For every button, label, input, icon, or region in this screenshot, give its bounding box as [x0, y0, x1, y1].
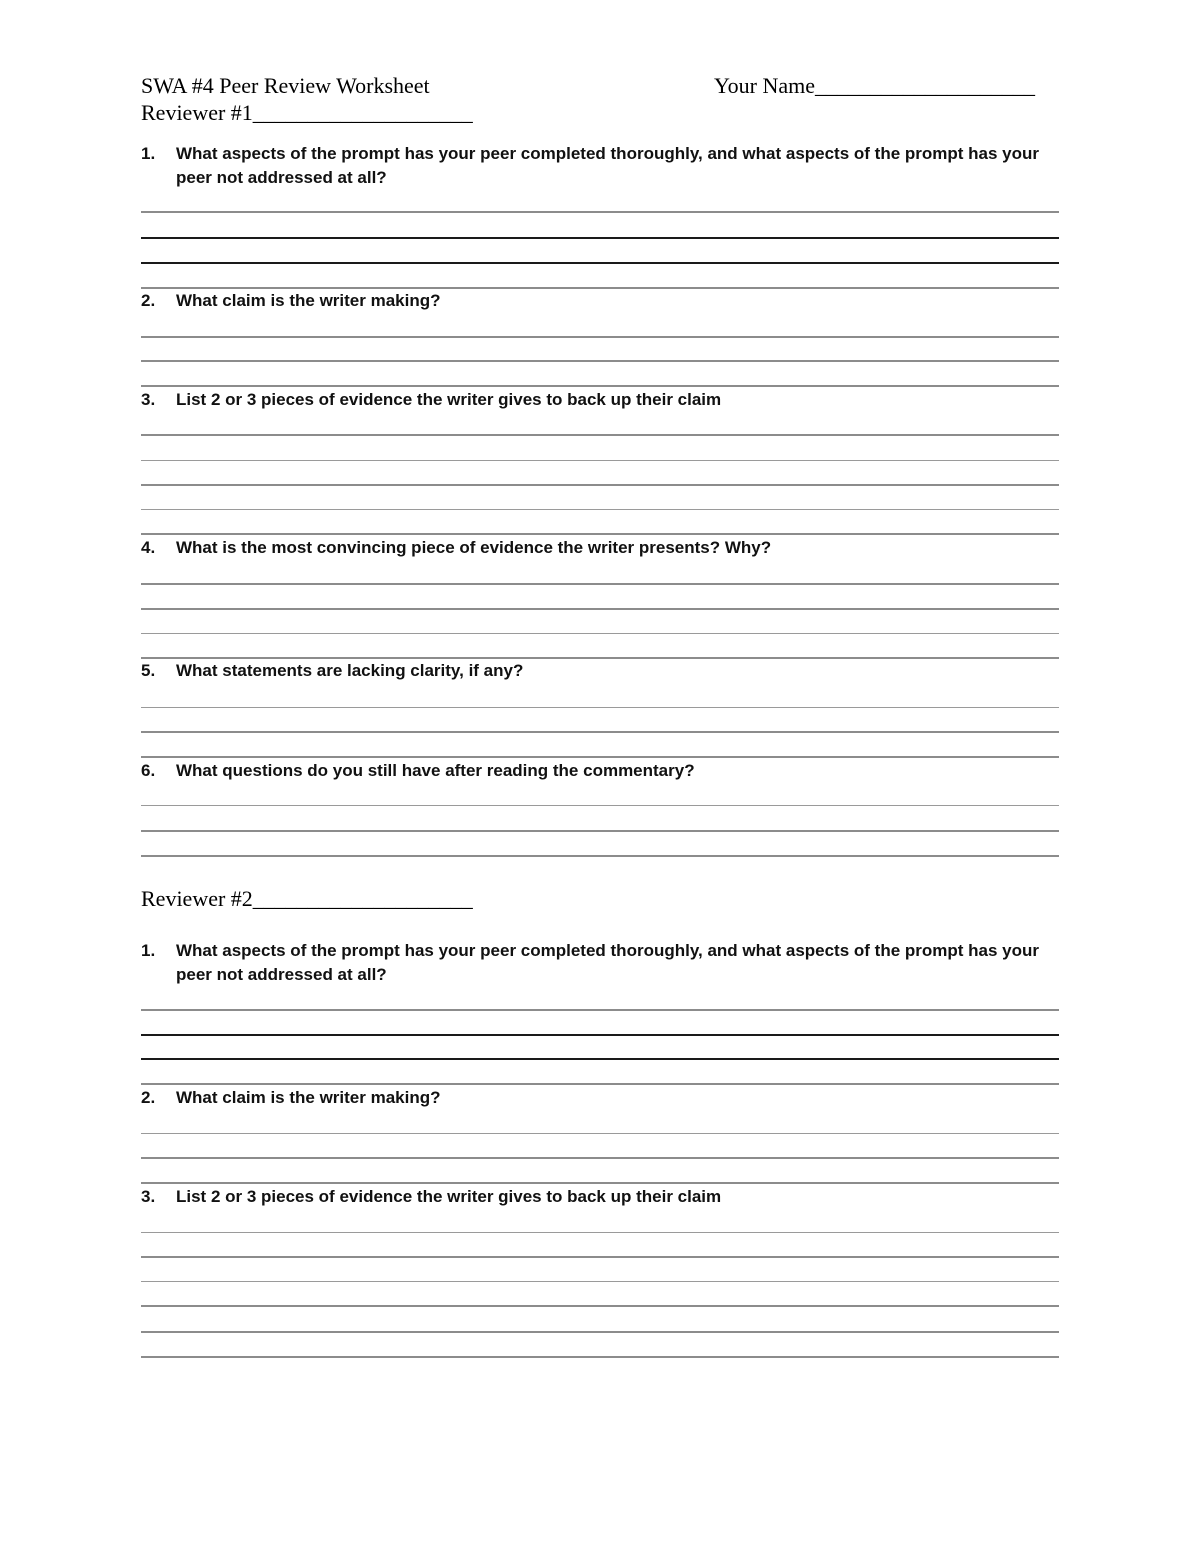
answer-line	[141, 1331, 1059, 1333]
r2-question-3	[141, 1185, 1041, 1209]
question-number: 1.	[141, 941, 156, 960]
answer-line	[141, 360, 1059, 362]
worksheet-title: SWA #4 Peer Review Worksheet	[141, 73, 430, 98]
answer-line	[141, 385, 1059, 387]
answer-line	[141, 1256, 1059, 1258]
question-text: What questions do you still have after reading the commentary?	[176, 761, 695, 780]
reviewer-1-label: Reviewer #1____________________	[141, 100, 473, 125]
answer-line	[141, 1281, 1059, 1282]
answer-line	[141, 460, 1059, 461]
r1-question-5	[141, 659, 1041, 683]
question-number: 6.	[141, 761, 156, 780]
answer-line	[141, 731, 1059, 733]
answer-line	[141, 1058, 1059, 1060]
question-text: What aspects of the prompt has your peer completed thoroughly, and what aspects of the prompt has your peer not addressed at all?	[176, 144, 1040, 187]
answer-line	[141, 608, 1059, 610]
answer-line	[141, 1232, 1059, 1233]
reviewer-2-label: Reviewer #2____________________	[141, 886, 473, 911]
answer-line	[141, 484, 1059, 486]
answer-line	[141, 830, 1059, 832]
question-number: 2.	[141, 291, 156, 310]
answer-line	[141, 756, 1059, 758]
question-number: 4.	[141, 538, 156, 557]
r1-question-1	[141, 142, 1041, 190]
answer-line	[141, 262, 1059, 264]
question-number: 3.	[141, 390, 156, 409]
question-number: 1.	[141, 144, 156, 163]
r1-question-6	[141, 759, 1041, 783]
answer-line	[141, 434, 1059, 436]
r1-question-3	[141, 388, 1041, 412]
question-text: List 2 or 3 pieces of evidence the writer gives to back up their claim	[176, 390, 722, 409]
answer-line	[141, 1133, 1059, 1134]
your-name-field: Your Name____________________	[714, 73, 1036, 98]
answer-line	[141, 805, 1059, 806]
answer-line	[141, 1305, 1059, 1307]
r2-question-2	[141, 1086, 1041, 1110]
question-number: 5.	[141, 661, 156, 680]
answer-line	[141, 1157, 1059, 1159]
question-number: 2.	[141, 1088, 156, 1107]
answer-line	[141, 211, 1059, 213]
answer-line	[141, 509, 1059, 510]
question-text: What claim is the writer making?	[176, 1088, 441, 1107]
r1-question-4	[141, 536, 1041, 560]
question-text: What aspects of the prompt has your peer completed thoroughly, and what aspects of the prompt has your peer not addressed at all?	[176, 941, 1040, 984]
answer-line	[141, 855, 1059, 857]
answer-line	[141, 1009, 1059, 1011]
r2-question-1	[141, 939, 1041, 987]
question-text: What is the most convincing piece of evidence the writer presents? Why?	[176, 538, 772, 557]
r1-question-2	[141, 289, 1041, 313]
answer-line	[141, 533, 1059, 535]
question-number: 3.	[141, 1187, 156, 1206]
question-text: List 2 or 3 pieces of evidence the writer gives to back up their claim	[176, 1187, 722, 1206]
answer-line	[141, 1182, 1059, 1184]
question-text: What statements are lacking clarity, if any?	[176, 661, 524, 680]
answer-line	[141, 583, 1059, 585]
answer-line	[141, 707, 1059, 708]
answer-line	[141, 1356, 1059, 1358]
answer-line	[141, 1083, 1059, 1085]
question-text: What claim is the writer making?	[176, 291, 441, 310]
answer-line	[141, 1034, 1059, 1036]
answer-line	[141, 237, 1059, 239]
answer-line	[141, 336, 1059, 338]
answer-line	[141, 633, 1059, 634]
